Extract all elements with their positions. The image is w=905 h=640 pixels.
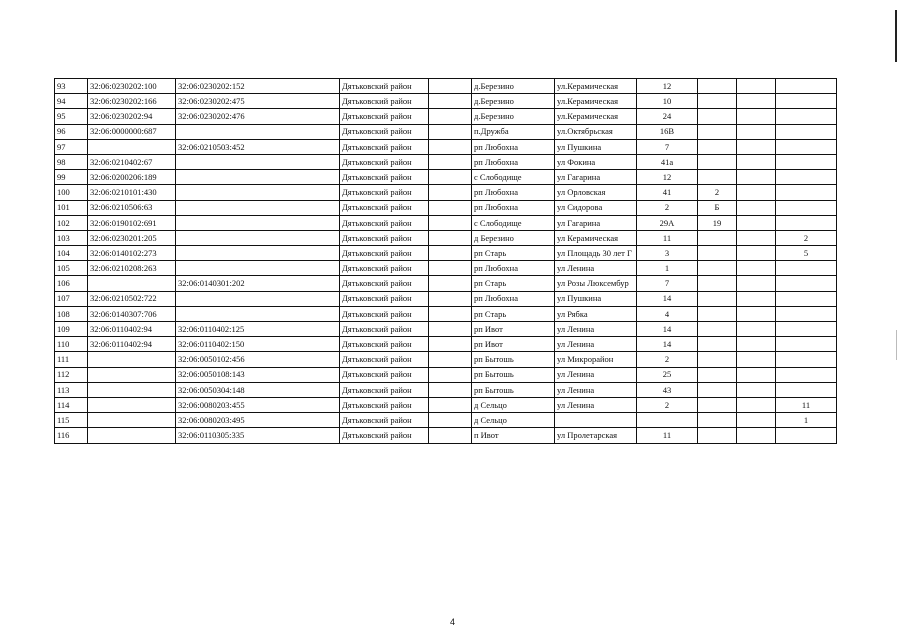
cadastral-number-cell: 32:06:0230201:205 [88,230,176,245]
table-row [55,185,837,200]
row-number-cell: 106 [55,276,88,291]
row-number-cell: 96 [55,124,88,139]
table-row [55,261,837,276]
street-cell: ул Ленина [555,382,637,397]
empty-cell [429,79,472,94]
building-cell [698,276,737,291]
district-cell: Дятьковский район [340,185,429,200]
empty-cell [429,337,472,352]
locality-cell: с Слободище [472,170,555,185]
row-number-cell: 97 [55,139,88,154]
table-row [55,382,837,397]
street-cell: ул Рябка [555,306,637,321]
district-cell: Дятьковский район [340,261,429,276]
house-number-cell: 14 [637,337,698,352]
building-cell [698,382,737,397]
empty-cell [429,291,472,306]
empty-cell [429,200,472,215]
street-cell [555,413,637,428]
empty-cell [737,337,776,352]
locality-cell: рп Любохна [472,185,555,200]
table-row [55,428,837,443]
cadastral-number-cell [88,397,176,412]
building-cadastral-number-cell: 32:06:0230202:152 [176,79,340,94]
table-row [55,352,837,367]
building-cell [698,322,737,337]
building-cell: Б [698,200,737,215]
empty-cell [737,200,776,215]
cadastral-number-cell [88,413,176,428]
house-number-cell: 7 [637,276,698,291]
building-cell [698,261,737,276]
empty-cell [737,261,776,276]
empty-cell [429,230,472,245]
apartment-cell [776,185,837,200]
row-number-cell: 105 [55,261,88,276]
district-cell: Дятьковский район [340,382,429,397]
district-cell: Дятьковский район [340,79,429,94]
apartment-cell [776,306,837,321]
building-cadastral-number-cell [176,185,340,200]
district-cell: Дятьковский район [340,200,429,215]
house-number-cell: 2 [637,352,698,367]
cadastral-number-cell: 32:06:0140102:273 [88,246,176,261]
row-number-cell: 102 [55,215,88,230]
row-number-cell: 93 [55,79,88,94]
building-cadastral-number-cell [176,124,340,139]
table-row [55,322,837,337]
locality-cell: п Ивот [472,428,555,443]
building-cadastral-number-cell: 32:06:0110402:125 [176,322,340,337]
building-cell [698,230,737,245]
empty-cell [429,185,472,200]
empty-cell [429,428,472,443]
district-cell: Дятьковский район [340,246,429,261]
apartment-cell: 1 [776,413,837,428]
table-row [55,276,837,291]
apartment-cell [776,124,837,139]
locality-cell: рп Любохна [472,154,555,169]
street-cell: ул Фокина [555,154,637,169]
empty-cell [737,306,776,321]
building-cadastral-number-cell [176,215,340,230]
district-cell: Дятьковский район [340,367,429,382]
house-number-cell: 12 [637,79,698,94]
page-number: 4 [449,617,455,627]
building-cell [698,246,737,261]
table-row [55,79,837,94]
cadastral-number-cell: 32:06:0230202:166 [88,94,176,109]
empty-cell [737,322,776,337]
table-row [55,200,837,215]
table-row [55,306,837,321]
row-number-cell: 100 [55,185,88,200]
district-cell: Дятьковский район [340,322,429,337]
street-cell: ул Гагарина [555,215,637,230]
building-cadastral-number-cell [176,170,340,185]
district-cell: Дятьковский район [340,139,429,154]
building-cadastral-number-cell: 32:06:0110305:335 [176,428,340,443]
street-cell: ул Керамическая [555,230,637,245]
building-cell: 2 [698,185,737,200]
apartment-cell [776,337,837,352]
building-cadastral-number-cell: 32:06:0230202:476 [176,109,340,124]
row-number-cell: 94 [55,94,88,109]
empty-cell [737,352,776,367]
empty-cell [429,109,472,124]
building-cadastral-number-cell [176,246,340,261]
building-cell [698,413,737,428]
apartment-cell [776,109,837,124]
row-number-cell: 107 [55,291,88,306]
street-cell: ул.Керамическая [555,79,637,94]
table-row [55,246,837,261]
apartment-cell [776,322,837,337]
table-row [55,215,837,230]
apartment-cell: 11 [776,397,837,412]
empty-cell [429,306,472,321]
table-row [55,230,837,245]
building-cadastral-number-cell: 32:06:0210503:452 [176,139,340,154]
house-number-cell: 41 [637,185,698,200]
building-cell [698,124,737,139]
empty-cell [737,170,776,185]
table-row [55,397,837,412]
apartment-cell [776,94,837,109]
building-cell [698,170,737,185]
row-number-cell: 95 [55,109,88,124]
empty-cell [429,397,472,412]
empty-cell [429,382,472,397]
street-cell: ул.Керамическая [555,94,637,109]
row-number-cell: 109 [55,322,88,337]
house-number-cell: 41а [637,154,698,169]
table-row [55,337,837,352]
district-cell: Дятьковский район [340,109,429,124]
row-number-cell: 116 [55,428,88,443]
table-row [55,124,837,139]
house-number-cell: 2 [637,397,698,412]
row-number-cell: 103 [55,230,88,245]
house-number-cell: 7 [637,139,698,154]
locality-cell: д.Березино [472,79,555,94]
house-number-cell: 24 [637,109,698,124]
row-number-cell: 111 [55,352,88,367]
apartment-cell [776,139,837,154]
building-cadastral-number-cell [176,261,340,276]
scan-border-mark [896,330,897,360]
building-cadastral-number-cell: 32:06:0140301:202 [176,276,340,291]
locality-cell: рп Старь [472,276,555,291]
empty-cell [429,170,472,185]
cadastral-number-cell [88,352,176,367]
locality-cell: д Сельцо [472,397,555,412]
locality-cell: рп Ивот [472,322,555,337]
row-number-cell: 98 [55,154,88,169]
empty-cell [737,382,776,397]
row-number-cell: 99 [55,170,88,185]
house-number-cell: 16В [637,124,698,139]
table-row [55,413,837,428]
empty-cell [429,276,472,291]
row-number-cell: 114 [55,397,88,412]
cadastral-number-cell [88,139,176,154]
street-cell: ул Площадь 30 лет Г [555,246,637,261]
house-number-cell: 1 [637,261,698,276]
cadastral-number-cell: 32:06:0210402:67 [88,154,176,169]
district-cell: Дятьковский район [340,291,429,306]
registry-rows [55,79,837,444]
empty-cell [429,367,472,382]
building-cadastral-number-cell [176,230,340,245]
house-number-cell: 43 [637,382,698,397]
building-cell [698,94,737,109]
street-cell: ул Гагарина [555,170,637,185]
building-cadastral-number-cell: 32:06:0080203:495 [176,413,340,428]
empty-cell [429,124,472,139]
empty-cell [737,109,776,124]
cadastral-number-cell: 32:06:0140307:706 [88,306,176,321]
district-cell: Дятьковский район [340,154,429,169]
row-number-cell: 113 [55,382,88,397]
street-cell: ул Пушкина [555,291,637,306]
locality-cell: рп Старь [472,246,555,261]
building-cadastral-number-cell: 32:06:0110402:150 [176,337,340,352]
apartment-cell [776,261,837,276]
district-cell: Дятьковский район [340,94,429,109]
apartment-cell [776,382,837,397]
building-cell [698,352,737,367]
cadastral-number-cell: 32:06:0110402:94 [88,337,176,352]
locality-cell: д Сельцо [472,413,555,428]
row-number-cell: 108 [55,306,88,321]
apartment-cell [776,291,837,306]
empty-cell [737,215,776,230]
empty-cell [429,246,472,261]
empty-cell [737,428,776,443]
locality-cell: рп Бытошь [472,382,555,397]
locality-cell: рп Любохна [472,200,555,215]
empty-cell [737,124,776,139]
row-number-cell: 112 [55,367,88,382]
house-number-cell: 3 [637,246,698,261]
building-cadastral-number-cell [176,200,340,215]
building-cadastral-number-cell: 32:06:0050108:143 [176,367,340,382]
row-number-cell: 115 [55,413,88,428]
street-cell: ул Орловская [555,185,637,200]
building-cadastral-number-cell: 32:06:0050102:456 [176,352,340,367]
apartment-cell: 2 [776,230,837,245]
street-cell: ул Пушкина [555,139,637,154]
apartment-cell [776,367,837,382]
apartment-cell [776,154,837,169]
street-cell: ул.Керамическая [555,109,637,124]
street-cell: ул Микрорайон [555,352,637,367]
locality-cell: п.Дружба [472,124,555,139]
locality-cell: рп Любохна [472,139,555,154]
house-number-cell: 14 [637,291,698,306]
house-number-cell: 2 [637,200,698,215]
building-cell [698,154,737,169]
house-number-cell: 4 [637,306,698,321]
empty-cell [737,185,776,200]
cadastral-number-cell: 32:06:0230202:100 [88,79,176,94]
street-cell: ул.Октябрьская [555,124,637,139]
apartment-cell [776,170,837,185]
building-cell [698,337,737,352]
building-cadastral-number-cell [176,306,340,321]
empty-cell [737,154,776,169]
locality-cell: рп Любохна [472,261,555,276]
cadastral-number-cell: 32:06:0200206:189 [88,170,176,185]
empty-cell [737,367,776,382]
empty-cell [737,94,776,109]
empty-cell [429,413,472,428]
street-cell: ул Ленина [555,322,637,337]
empty-cell [429,154,472,169]
table-row [55,139,837,154]
locality-cell: д.Березино [472,109,555,124]
empty-cell [429,261,472,276]
building-cell [698,291,737,306]
building-cell [698,397,737,412]
district-cell: Дятьковский район [340,352,429,367]
empty-cell [737,79,776,94]
row-number-cell: 101 [55,200,88,215]
empty-cell [429,322,472,337]
street-cell: ул Ленина [555,367,637,382]
street-cell: ул Сидорова [555,200,637,215]
empty-cell [737,276,776,291]
building-cadastral-number-cell: 32:06:0230202:475 [176,94,340,109]
table-row [55,367,837,382]
locality-cell: рп Бытошь [472,352,555,367]
building-cell [698,428,737,443]
street-cell: ул Ленина [555,397,637,412]
building-cell: 19 [698,215,737,230]
district-cell: Дятьковский район [340,124,429,139]
building-cell [698,306,737,321]
empty-cell [737,246,776,261]
cadastral-number-cell: 32:06:0210506:63 [88,200,176,215]
cadastral-number-cell [88,367,176,382]
house-number-cell: 11 [637,230,698,245]
building-cadastral-number-cell: 32:06:0050304:148 [176,382,340,397]
empty-cell [737,230,776,245]
house-number-cell: 10 [637,94,698,109]
locality-cell: рп Старь [472,306,555,321]
street-cell: ул Ленина [555,337,637,352]
empty-cell [737,291,776,306]
cadastral-number-cell [88,382,176,397]
house-number-cell: 25 [637,367,698,382]
cadastral-number-cell: 32:06:0210502:722 [88,291,176,306]
locality-cell: д.Березино [472,94,555,109]
cadastral-number-cell: 32:06:0230202:94 [88,109,176,124]
cadastral-number-cell: 32:06:0000000:687 [88,124,176,139]
building-cell [698,79,737,94]
cadastral-number-cell [88,428,176,443]
building-cadastral-number-cell: 32:06:0080203:455 [176,397,340,412]
building-cadastral-number-cell [176,154,340,169]
locality-cell: рп Любохна [472,291,555,306]
street-cell: ул Розы Люксембур [555,276,637,291]
cadastral-number-cell [88,276,176,291]
district-cell: Дятьковский район [340,306,429,321]
table-row [55,170,837,185]
table-row [55,291,837,306]
empty-cell [737,397,776,412]
district-cell: Дятьковский район [340,170,429,185]
empty-cell [429,215,472,230]
registry-table [54,78,837,444]
locality-cell: рп Бытошь [472,367,555,382]
table-row [55,109,837,124]
house-number-cell: 29А [637,215,698,230]
row-number-cell: 110 [55,337,88,352]
cadastral-number-cell: 32:06:0190102:691 [88,215,176,230]
empty-cell [737,139,776,154]
empty-cell [429,94,472,109]
street-cell: ул Пролетарская [555,428,637,443]
empty-cell [429,352,472,367]
scan-border-mark [895,10,897,62]
building-cell [698,109,737,124]
cadastral-number-cell: 32:06:0210208:263 [88,261,176,276]
table-row [55,154,837,169]
locality-cell: д Березино [472,230,555,245]
apartment-cell [776,200,837,215]
district-cell: Дятьковский район [340,230,429,245]
apartment-cell [776,215,837,230]
street-cell: ул Ленина [555,261,637,276]
empty-cell [737,413,776,428]
apartment-cell [776,428,837,443]
district-cell: Дятьковский район [340,337,429,352]
district-cell: Дятьковский район [340,215,429,230]
locality-cell: с Слободище [472,215,555,230]
district-cell: Дятьковский район [340,413,429,428]
apartment-cell [776,352,837,367]
building-cell [698,139,737,154]
apartment-cell: 5 [776,246,837,261]
building-cadastral-number-cell [176,291,340,306]
table-row [55,94,837,109]
house-number-cell: 11 [637,428,698,443]
apartment-cell [776,276,837,291]
district-cell: Дятьковский район [340,397,429,412]
row-number-cell: 104 [55,246,88,261]
district-cell: Дятьковский район [340,428,429,443]
apartment-cell [776,79,837,94]
house-number-cell: 14 [637,322,698,337]
house-number-cell: 12 [637,170,698,185]
locality-cell: рп Ивот [472,337,555,352]
cadastral-number-cell: 32:06:0110402:94 [88,322,176,337]
empty-cell [429,139,472,154]
house-number-cell [637,413,698,428]
building-cell [698,367,737,382]
district-cell: Дятьковский район [340,276,429,291]
cadastral-number-cell: 32:06:0210101:430 [88,185,176,200]
